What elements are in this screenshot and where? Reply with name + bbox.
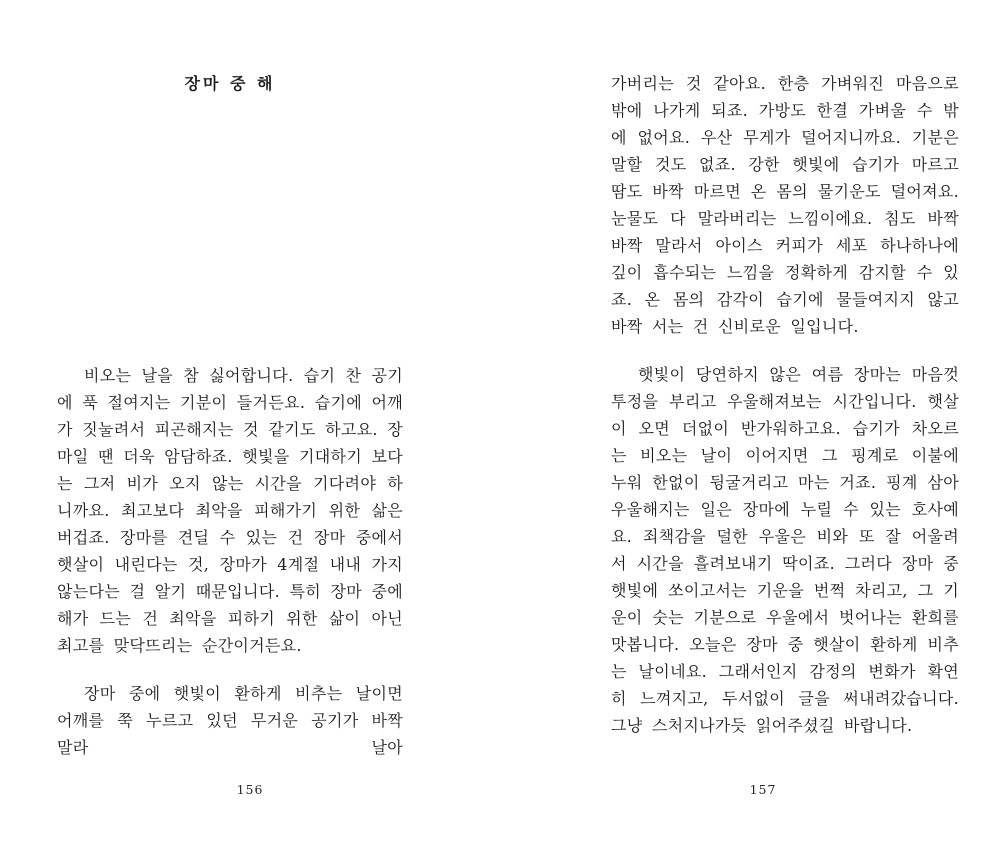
paragraph: 가버리는 것 같아요. 한층 가벼워진 마음으로 밖에 나가게 되죠. 가방도 한결 가벼울 수 밖에 없어요. 우산 무게가 덜어지니까요. 기분은 말할 것도 없죠. 강한 햇빛에 습기가 마르고 땀도 바짝 마르면 온 몸의 물기운도 덜어져요. 눈물도 다 말라버리는 느낌이에요. 침도 바짝바짝 말라서 아이스 커피가 세포 하나하나에 깊이 흡수되는 느낌을 정확하게 감지할 수 있죠. 온 몸의 감각이 습기에 물들여지지 않고 바짝 서는 건 신비로운 일입니다. <box>611 74 959 336</box>
page-number-left: 156 <box>236 782 264 797</box>
left-page <box>57 0 403 854</box>
chapter-title: 장마 중 해 <box>184 74 276 93</box>
left-page-body <box>57 362 403 761</box>
right-page-body <box>611 70 959 739</box>
right-page <box>611 0 959 854</box>
page-number-right: 157 <box>749 782 777 797</box>
paragraph: 햇빛이 당연하지 않은 여름 장마는 마음껏 투정을 부리고 우울해져보는 시간입니다. 햇살이 오면 더없이 반가워하고요. 습기가 차오르는 비오는 날이 이어지면 그 핑계로 이불에 누워 한없이 뒹굴거리고 마는 거죠. 핑계 삼아 우울해지는 일은 장마에 누릴 수 있는 호사예요. 죄책감을 덜한 우울은 비와 또 잘 어울려서 시간을 흘려보내기 딱이죠. 그러다 장마 중 햇빛에 쏘이고서는 기운을 번쩍 차리고, 그 기운이 숫는 기분으로 우울에서 벗어나는 환희를 맛봅니다. 오늘은 장마 중 햇살이 환하게 비추는 날이네요. 그래서인지 감정의 변화가 확연히 느껴지고, 두서없이 글을 써내려갔습니다. 그냥 스처지나가듯 읽어주셨길 바랍니다. <box>611 365 959 735</box>
paragraph: 장마 중에 햇빛이 환하게 비추는 날이면 어깨를 쭉 누르고 있던 무거운 공기가 바짝 말라 날아 <box>57 684 403 757</box>
paragraph: 비오는 날을 참 싫어합니다. 습기 찬 공기에 푹 절여지는 기분이 들거든요. 습기에 어깨가 짓눌려서 피곤해지는 것 같기도 하고요. 장마일 땐 더욱 암담하죠. 햇빛을 기대하기 보다는 그저 비가 오지 않는 시간을 기다려야 하니까요. 최고보다 최악을 피해가기 위한 삶은 버겁죠. 장마를 견딜 수 있는 건 장마 중에서 햇살이 내린다는 것, 장마가 4계절 내내 가지 않는다는 걸 알기 때문입니다. 특히 장마 중에 해가 드는 건 최악을 피하기 위한 삶이 아닌 최고를 맞닥뜨리는 순간이거든요. <box>57 366 403 655</box>
